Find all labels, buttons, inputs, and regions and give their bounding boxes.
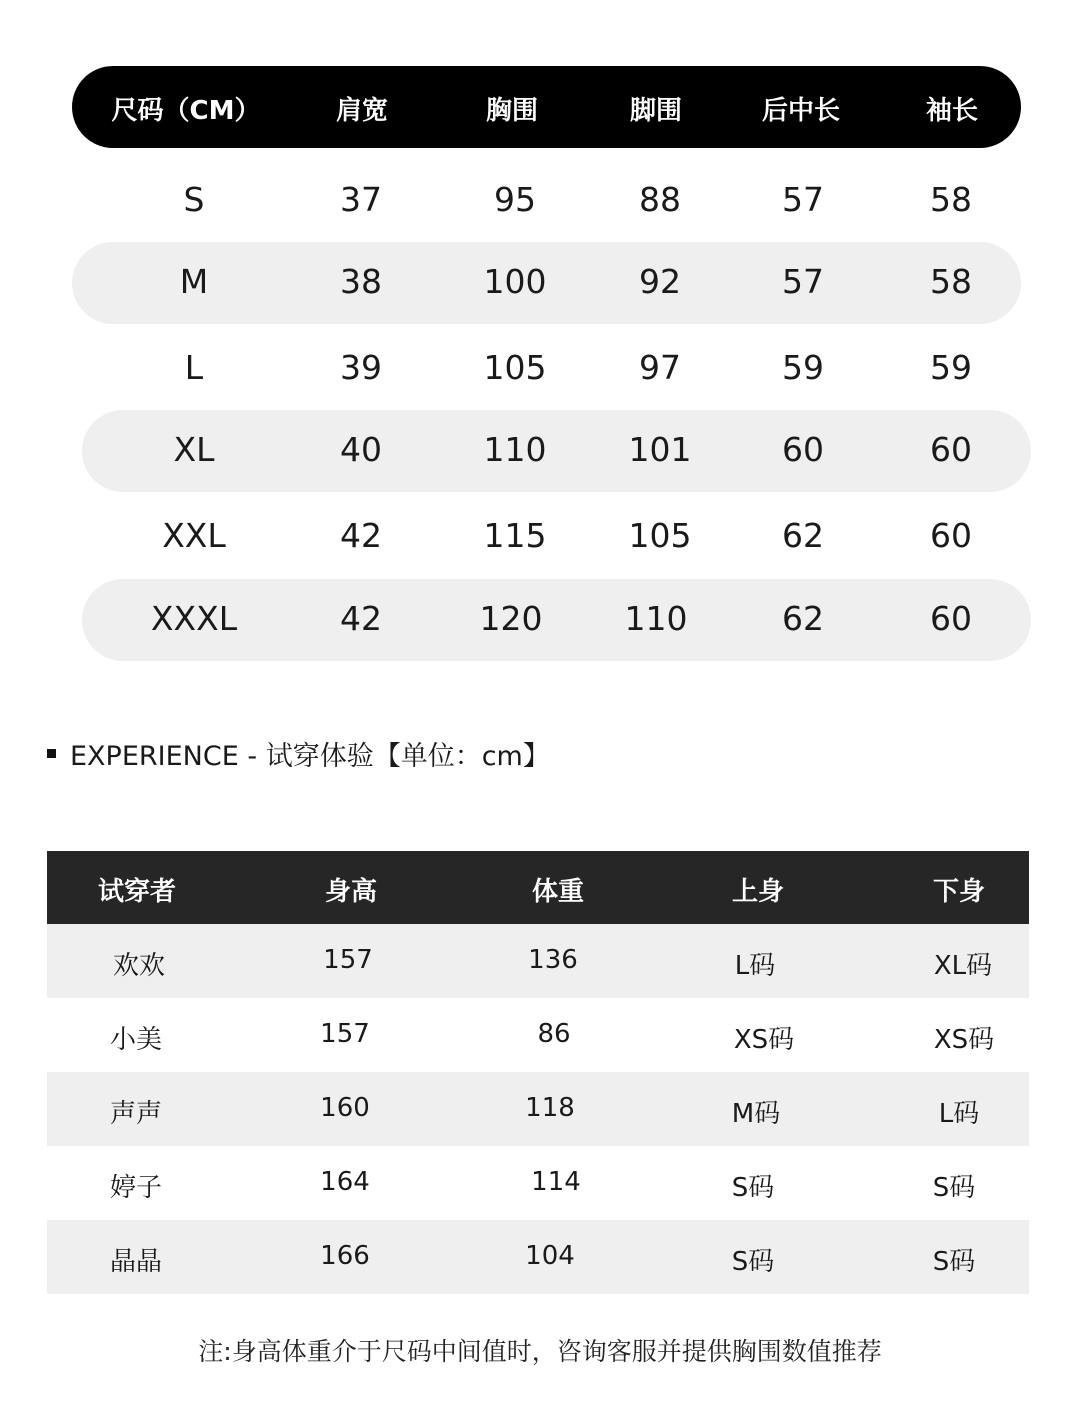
chest-cell: 105 [483, 348, 547, 387]
size-cell: XXL [162, 516, 226, 555]
shoulder-cell: 40 [340, 430, 382, 469]
size-cell: XL [173, 430, 215, 469]
header-sleeve: 袖长 [925, 96, 979, 126]
back-length-cell: 57 [782, 180, 824, 219]
shoulder-cell: 38 [340, 262, 382, 301]
height-cell: 164 [320, 1167, 370, 1197]
hem-cell: 97 [639, 348, 681, 387]
size-cell: S [183, 180, 205, 219]
header-weight: 体重 [531, 877, 585, 907]
shoulder-cell: 42 [340, 516, 382, 555]
size-row [72, 496, 1021, 578]
size-cell: XXXL [150, 599, 238, 638]
tester-cell: 小美 [109, 1025, 163, 1055]
experience-table-header [47, 851, 1029, 924]
top-size-cell: XS码 [733, 1025, 795, 1055]
height-cell: 157 [323, 945, 373, 975]
table-row [47, 998, 1029, 1072]
sleeve-cell: 58 [930, 262, 972, 301]
back-length-cell: 57 [782, 262, 824, 301]
size-row [82, 410, 1031, 492]
table-row [47, 1220, 1029, 1294]
top-size-cell: S码 [731, 1247, 775, 1277]
size-row [72, 328, 1021, 410]
size-cell: L [184, 348, 204, 387]
chest-cell: 115 [483, 516, 547, 555]
hem-cell: 105 [628, 516, 692, 555]
weight-cell: 86 [537, 1019, 571, 1049]
tester-cell: 声声 [109, 1099, 163, 1129]
shoulder-cell: 39 [340, 348, 382, 387]
sleeve-cell: 60 [930, 516, 972, 555]
table-row [47, 1072, 1029, 1146]
experience-heading [47, 735, 550, 771]
tester-cell: 晶晶 [109, 1247, 163, 1277]
bottom-size-cell: XL码 [933, 951, 993, 981]
experience-table [47, 851, 1029, 1294]
size-cell: M [179, 262, 209, 301]
header-top: 上身 [731, 877, 785, 907]
header-shoulder: 肩宽 [335, 96, 389, 126]
top-size-cell: L码 [734, 951, 776, 981]
sleeve-cell: 59 [930, 348, 972, 387]
weight-cell: 114 [531, 1167, 581, 1197]
weight-cell: 136 [528, 945, 578, 975]
back-length-cell: 62 [782, 516, 824, 555]
hem-cell: 101 [628, 430, 692, 469]
header-hem: 脚围 [629, 96, 683, 126]
header-chest: 胸围 [485, 96, 539, 126]
header-size: 尺码（CM） [111, 96, 261, 126]
header-tester: 试穿者 [97, 877, 177, 907]
header-height: 身高 [324, 877, 378, 907]
chest-cell: 100 [483, 262, 547, 301]
size-row [72, 160, 1021, 242]
sleeve-cell: 58 [930, 180, 972, 219]
shoulder-cell: 42 [340, 599, 382, 638]
top-size-cell: M码 [731, 1099, 781, 1129]
back-length-cell: 62 [782, 599, 824, 638]
back-length-cell: 60 [782, 430, 824, 469]
size-row [82, 579, 1031, 661]
hem-cell: 110 [624, 599, 688, 638]
experience-heading-text: EXPERIENCE - 试穿体验【单位：cm】 [70, 740, 550, 772]
table-row [47, 1146, 1029, 1220]
height-cell: 160 [320, 1093, 370, 1123]
top-size-cell: S码 [731, 1173, 775, 1203]
bottom-size-cell: S码 [932, 1247, 976, 1277]
weight-cell: 104 [525, 1241, 575, 1271]
weight-cell: 118 [525, 1093, 575, 1123]
tester-cell: 欢欢 [112, 951, 166, 981]
hem-cell: 92 [639, 262, 681, 301]
bottom-size-cell: XS码 [933, 1025, 995, 1055]
height-cell: 166 [320, 1241, 370, 1271]
sleeve-cell: 60 [930, 599, 972, 638]
hem-cell: 88 [639, 180, 681, 219]
size-table-header [72, 66, 1021, 148]
chest-cell: 110 [483, 430, 547, 469]
size-row [72, 242, 1021, 324]
chest-cell: 120 [479, 599, 543, 638]
header-bottom: 下身 [932, 877, 986, 907]
height-cell: 157 [320, 1019, 370, 1049]
bottom-size-cell: S码 [932, 1173, 976, 1203]
header-back-length: 后中长 [761, 96, 841, 126]
chest-cell: 95 [494, 180, 536, 219]
shoulder-cell: 37 [340, 180, 382, 219]
bottom-size-cell: L码 [938, 1099, 980, 1129]
sleeve-cell: 60 [930, 430, 972, 469]
back-length-cell: 59 [782, 348, 824, 387]
table-row [47, 924, 1029, 998]
tester-cell: 婷子 [109, 1173, 163, 1203]
footnote: 注:身高体重介于尺码中间值时，咨询客服并提供胸围数值推荐 [198, 1337, 882, 1366]
square-bullet-icon [47, 749, 56, 758]
